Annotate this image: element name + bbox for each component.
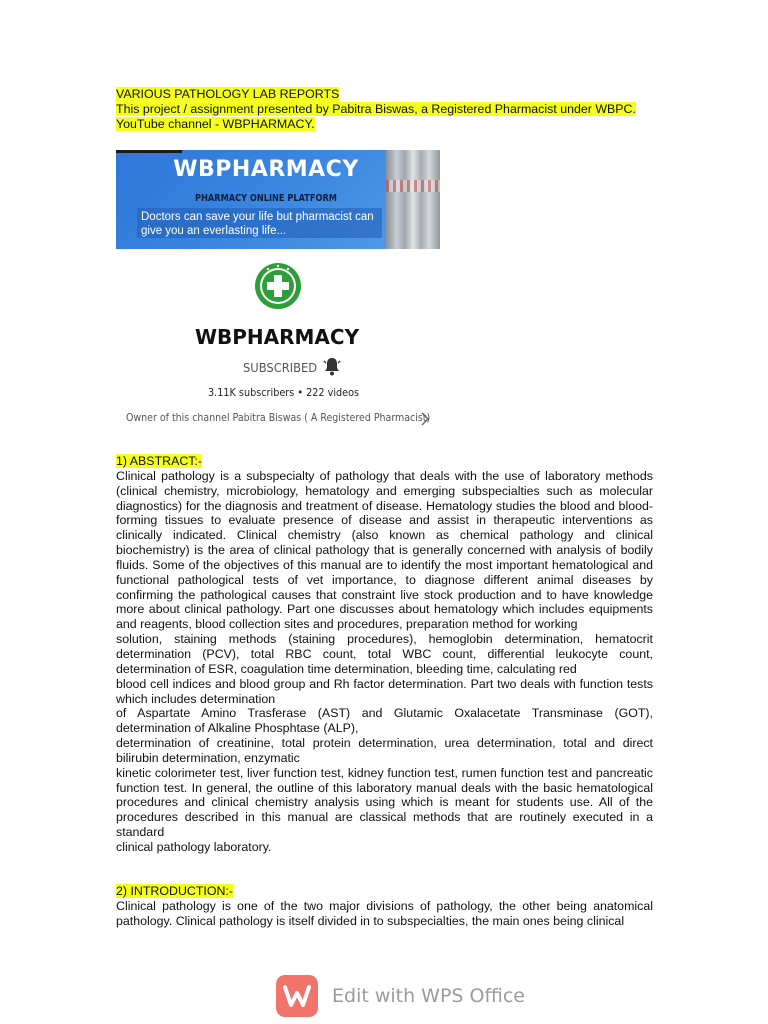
wps-footer[interactable]	[276, 975, 536, 1017]
banner-quote-line: give you an everlasting life...	[141, 225, 287, 237]
abstract-paragraph: blood cell indices and blood group and Rh factor determination. Part two deals with function tests which includes determination	[116, 676, 653, 706]
channel-owner[interactable]: Owner of this channel Pabitra Biswas ( A Registered Pharmacist)	[126, 412, 431, 424]
introduction-section	[116, 884, 653, 929]
subscribed-button[interactable]: SUBSCRIBED	[243, 360, 318, 375]
abstract-paragraph: kinetic colorimeter test, liver function test, kidney function test, rumen function test and pancreatic function test. In general, the outline of this laboratory manual deals with the basic hematological procedures and clinical chemistry analysis using which is meant for students use. All of the procedures described in this manual are classical methods that are routinely executed in a standard	[116, 765, 653, 840]
wbpharmacy-cross-logo-icon	[254, 262, 302, 310]
header-author-line: This project / assignment presented by Pabitra Biswas, a Registered Pharmacist under WBPC.	[116, 102, 636, 116]
banner-photo	[386, 150, 440, 249]
wps-edit-label[interactable]: Edit with WPS Office	[332, 985, 525, 1007]
abstract-section	[116, 454, 653, 855]
introduction-paragraph: Clinical pathology is one of the two major divisions of pathology, the other being anatomical pathology. Clinical pathology is itself divided in to subspecialties, the main ones being clinical	[116, 898, 653, 928]
bell-icon[interactable]	[323, 356, 341, 376]
abstract-paragraph: determination of creatinine, total protein determination, urea determination, total and direct bilirubin determination, enzymatic	[116, 736, 653, 765]
abstract-paragraph: solution, staining methods (staining procedures), hemoglobin determination, hematocrit determination (PCV), total RBC count, total WBC count, differential leukocyte count, determination of ESR, coagulation time determination, bleeding time, calculating red	[116, 632, 653, 676]
header-channel-line: YouTube channel - WBPHARMACY.	[116, 117, 315, 131]
banner-divider	[116, 150, 182, 153]
chevron-right-icon[interactable]	[420, 412, 430, 426]
abstract-paragraph: clinical pathology laboratory.	[116, 839, 272, 854]
abstract-heading: 1) ABSTRACT:-	[116, 454, 203, 468]
header-title: VARIOUS PATHOLOGY LAB REPORTS	[116, 87, 340, 101]
introduction-heading: 2) INTRODUCTION:-	[116, 884, 234, 898]
channel-banner	[116, 150, 440, 249]
channel-name: WBPHARMACY	[194, 325, 360, 349]
banner-title: WBPHARMACY	[173, 157, 359, 182]
banner-quote-line: Doctors can save your life but pharmacist can	[141, 211, 374, 223]
channel-stats: 3.11K subscribers • 222 videos	[208, 387, 360, 399]
banner-quote	[137, 208, 382, 238]
banner-subtitle: PHARMACY ONLINE PLATFORM	[195, 193, 337, 204]
abstract-paragraph: of Aspartate Amino Trasferase (AST) and Glutamic Oxalacetate Transminase (GOT), determination of Alkaline Phosphtase (ALP),	[116, 706, 653, 736]
abstract-paragraph: Clinical pathology is a subspecialty of pathology that deals with the use of laboratory methods (clinical chemistry, microbiology, hematology and emerging subspecialties such as molecular diagnostics) for the diagnosis and treatment of disease. Hematology studies the blood and blood-forming tissues to evaluate presence of disease and assist in therapeutic interventions as clinically indicated. Clinical chemistry (also known as chemical pathology and clinical biochemistry) is the area of clinical pathology that is generally concerned with analysis of bodily fluids. Some of the objectives of this manual are to identify the most important hematological and functional pathological tests of vet importance, to diagnose different animal diseases by confirming the pathological causes that constraint live stock production and to have knowledge more about clinical pathology. Part one discusses about hematology which includes equipments and reagents, blood collection sites and procedures, preparation method for working	[116, 468, 653, 632]
document-header	[116, 87, 656, 132]
wps-office-icon[interactable]	[276, 975, 318, 1017]
